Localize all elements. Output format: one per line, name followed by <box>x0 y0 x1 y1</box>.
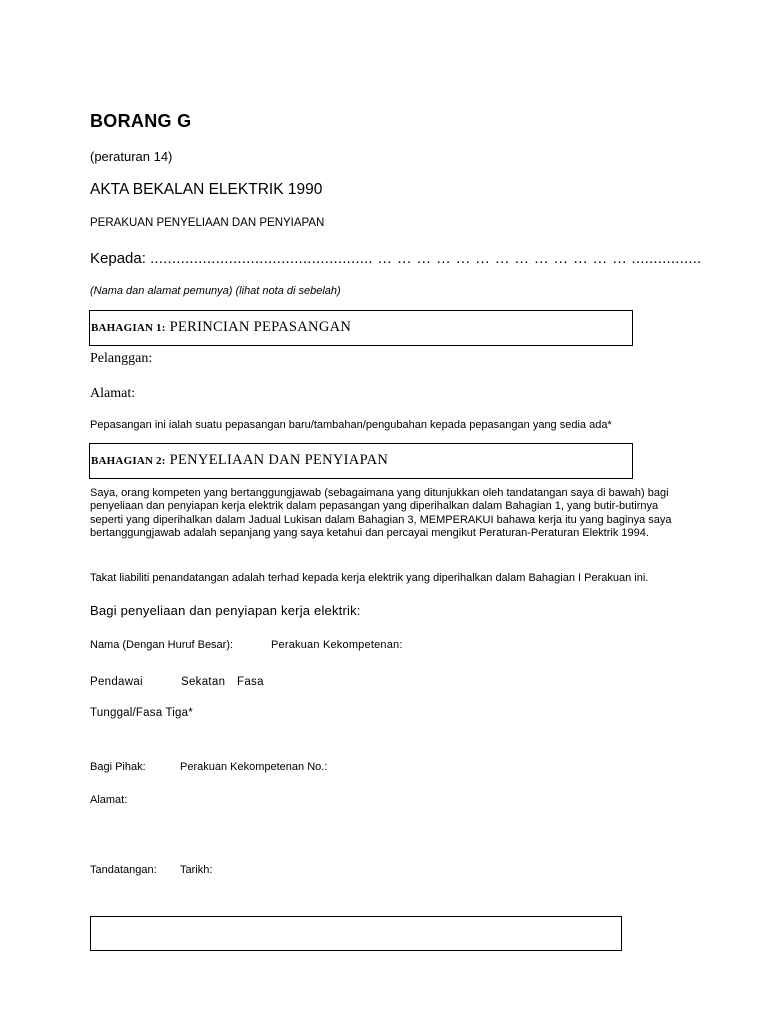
liability-statement: Takat liabiliti penandatangan adalah terhad kepada kerja elektrik yang diperihalkan dalam Bahagian I Perakuan ini. <box>90 572 649 584</box>
declaration-paragraph: Saya, orang kompeten yang bertanggungjawab (sebagaimana yang ditunjukkan oleh tandatangan saya di bawah) bagi penyeliaan dan penyiapan kerja elektrik dalam pepasangan yang diperihalkan dalam Bahagian 1, yang butir-butirnya seperti yang diperihalkan dalam Jadual Lukisan dalam Bahagian 3, MEMPERAKUI bahawa kerja itu yang baginya saya bertanggungjawab adalah sepanjang yang saya ketahui dan percayai mengikut Peraturan-Peraturan Elektrik 1994. <box>90 487 672 540</box>
single-three-phase-label: Tunggal/Fasa Tiga* <box>90 707 193 719</box>
certificate-title: PERAKUAN PENYELIAAN DAN PENYIAPAN <box>90 217 325 229</box>
part1-label: BAHAGIAN 1: <box>91 322 166 334</box>
competency-label: Perakuan Kekompetenan: <box>271 639 403 651</box>
work-section-heading: Bagi penyeliaan dan penyiapan kerja elektrik: <box>90 603 361 618</box>
regulation-reference: (peraturan 14) <box>90 149 173 164</box>
installation-statement: Pepasangan ini ialah suatu pepasangan baru/tambahan/pengubahan kepada pepasangan yang sedia ada* <box>90 419 612 431</box>
part2-header-box <box>89 443 633 479</box>
customer-address-label: Alamat: <box>90 386 136 401</box>
behalf-address-label: Alamat: <box>90 794 128 806</box>
addressee-note: (Nama dan alamat pemunya) (lihat nota di sebelah) <box>90 285 341 297</box>
on-behalf-label: Bagi Pihak: <box>90 761 146 773</box>
part1-title: PERINCIAN PEPASANGAN <box>169 319 352 335</box>
customer-label: Pelanggan: <box>90 351 153 366</box>
addressee-dotted-field: ................................................... … … … … … … … … … … … … … ................ <box>150 250 702 267</box>
act-title: AKTA BEKALAN ELEKTRIK 1990 <box>90 181 323 198</box>
phase-label: Fasa <box>237 676 264 688</box>
addressee-label: Kepada: <box>90 250 146 267</box>
competency-number-label: Perakuan Kekompetenan No.: <box>180 761 328 773</box>
name-label: Nama (Dengan Huruf Besar): <box>90 639 234 651</box>
part2-label: BAHAGIAN 2: <box>91 455 166 467</box>
wireman-label: Pendawai <box>90 676 143 688</box>
bottom-empty-box <box>90 916 622 951</box>
signature-label: Tandatangan: <box>90 864 157 876</box>
addressee-line <box>90 250 701 267</box>
form-title: BORANG G <box>90 111 192 131</box>
restriction-label: Sekatan <box>181 676 226 688</box>
date-label: Tarikh: <box>180 864 213 876</box>
part2-title: PENYELIAAN DAN PENYIAPAN <box>169 452 389 468</box>
part1-header-box <box>89 310 633 346</box>
